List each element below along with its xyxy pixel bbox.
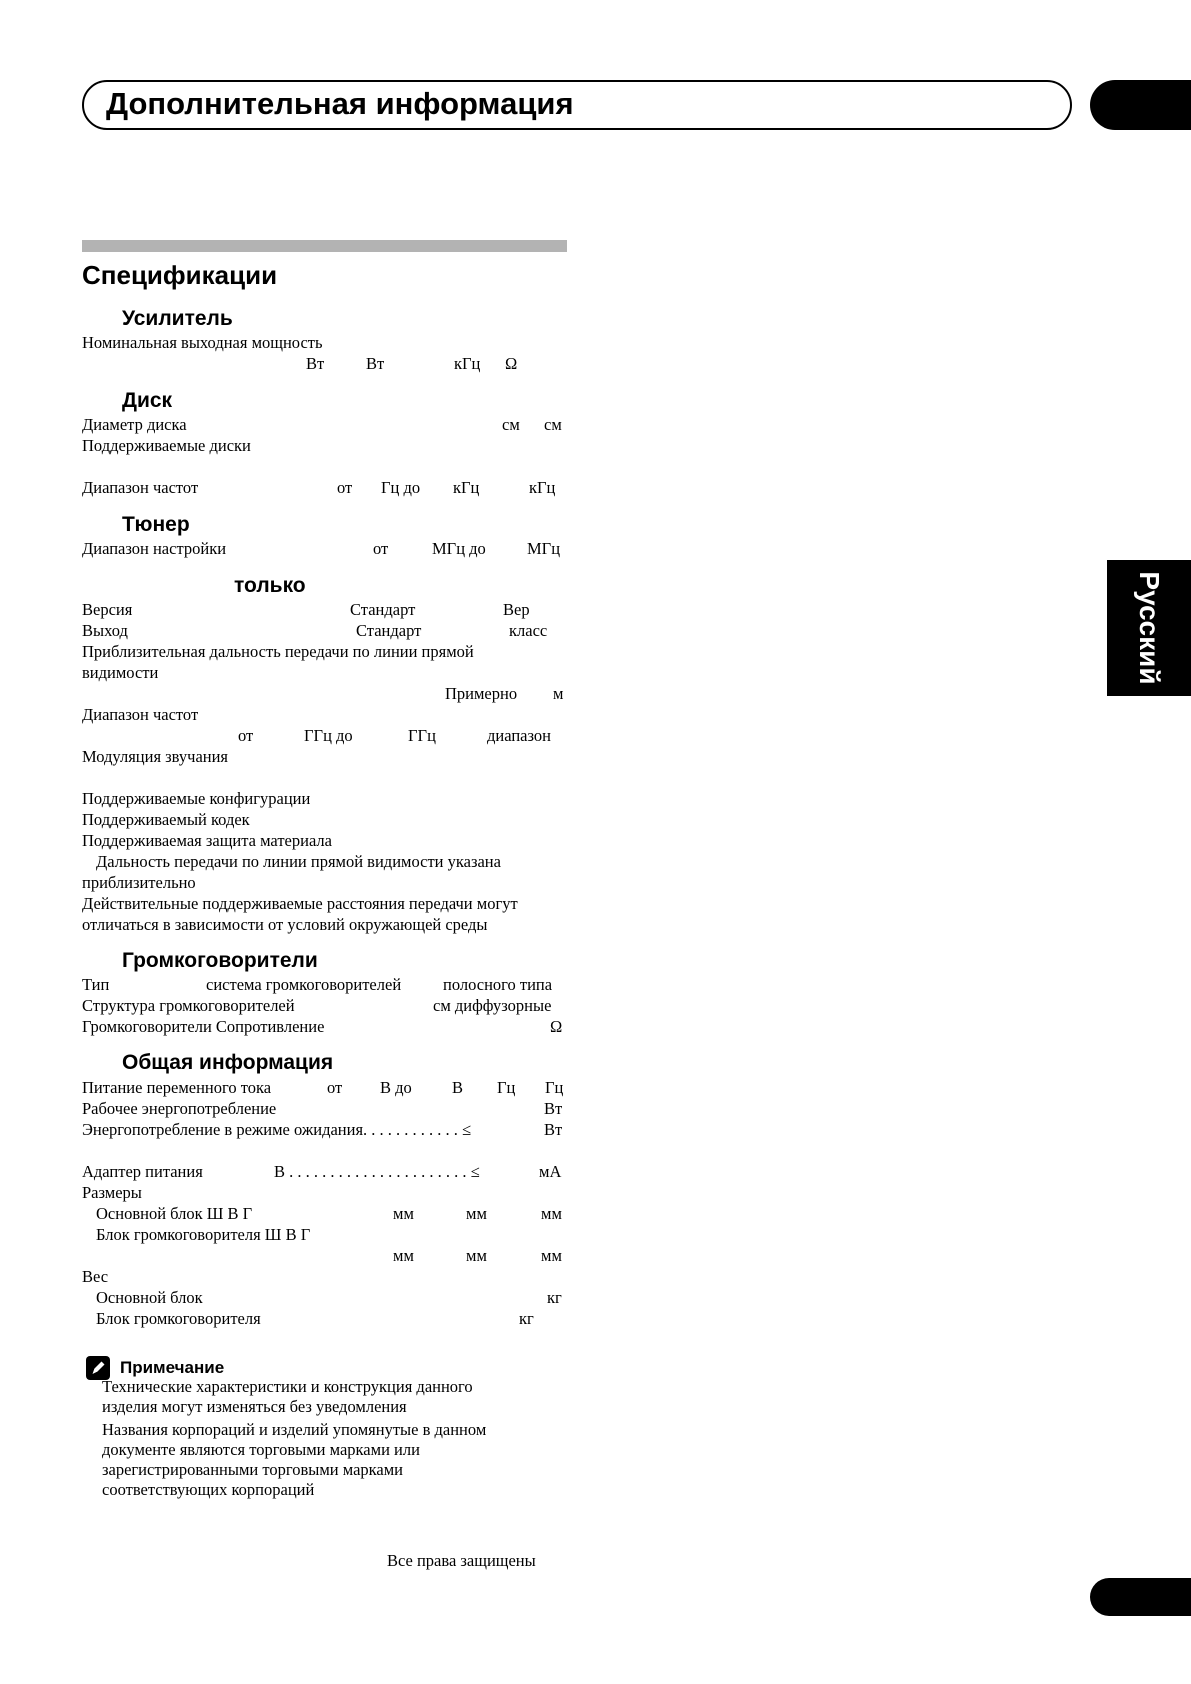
power-unit-hz2: Гц bbox=[545, 1078, 564, 1097]
speaker-type-suffix: полосного типа bbox=[443, 975, 553, 994]
speaker-dim-unit-mm-2: мм bbox=[466, 1246, 487, 1265]
note-line-3: Названия корпораций и изделий упомянутые в данном bbox=[102, 1420, 487, 1439]
wireless-standard-2: Стандарт bbox=[356, 621, 422, 640]
section-title: Спецификации bbox=[82, 260, 278, 290]
wireless-protection-label: Поддерживаемая защита материала bbox=[82, 831, 332, 850]
wireless-version-label: Версия bbox=[82, 600, 133, 619]
wireless-heading: только bbox=[234, 574, 306, 597]
speaker-unit-dimensions: Блок громкоговорителя Ш В Г bbox=[96, 1225, 311, 1244]
main-unit-dimensions: Основной блок Ш В Г bbox=[96, 1204, 253, 1223]
disc-heading: Диск bbox=[122, 389, 173, 412]
main-dim-unit-mm-3: мм bbox=[541, 1204, 562, 1223]
speaker-type-value: система громкоговорителей bbox=[206, 975, 402, 994]
wireless-approx: Примерно bbox=[445, 684, 518, 703]
note-line-4: документе являются торговыми марками или bbox=[102, 1440, 420, 1459]
disc-freq-label: Диапазон частот bbox=[82, 478, 199, 497]
power-v-to: В до bbox=[380, 1078, 412, 1097]
note-line-6: соответствующих корпораций bbox=[102, 1480, 315, 1499]
main-dim-unit-mm-2: мм bbox=[466, 1204, 487, 1223]
wireless-note1-line2: приблизительно bbox=[82, 873, 196, 892]
language-label: Русский bbox=[1134, 571, 1165, 685]
tuner-mhz-to: МГц до bbox=[432, 539, 486, 558]
standby-label: Энергопотребление в режиме ожидания. . . . . . . . . . . . ≤ bbox=[82, 1120, 472, 1139]
adapter-label: Адаптер питания bbox=[82, 1162, 203, 1181]
power-supply-label: Питание переменного тока bbox=[82, 1078, 272, 1097]
tuner-range-label: Диапазон настройки bbox=[82, 539, 227, 558]
disc-supported-label: Поддерживаемые диски bbox=[82, 436, 251, 455]
wireless-range-line1: Приблизительная дальность передачи по линии прямой bbox=[82, 642, 474, 661]
disc-unit-cm1: см bbox=[502, 415, 520, 434]
consumption-label: Рабочее энергопотребление bbox=[82, 1099, 277, 1118]
note-line-1: Технические характеристики и конструкция данного bbox=[102, 1377, 473, 1396]
wireless-output-label: Выход bbox=[82, 621, 128, 640]
wireless-band: диапазон bbox=[487, 726, 551, 745]
speaker-dim-unit-mm-1: мм bbox=[393, 1246, 414, 1265]
main-unit-weight-label: Основной блок bbox=[96, 1288, 203, 1307]
section-divider bbox=[82, 240, 567, 252]
wireless-freq-label: Диапазон частот bbox=[82, 705, 199, 724]
speaker-structure-value: см диффузорные bbox=[433, 996, 552, 1015]
wireless-note2-line1: Действительные поддерживаемые расстояния передачи могут bbox=[82, 894, 518, 913]
wireless-unit-m: м bbox=[553, 684, 564, 703]
amp-unit-ohm: Ω bbox=[505, 354, 518, 373]
wireless-class: класс bbox=[509, 621, 548, 640]
speaker-impedance-label: Громкоговорители Сопротивление bbox=[82, 1017, 325, 1036]
amp-unit-w2: Вт bbox=[366, 354, 385, 373]
note-line-2: изделия могут изменяться без уведомления bbox=[102, 1397, 407, 1416]
speakers-heading: Громкоговорители bbox=[122, 949, 318, 972]
page-title: Дополнительная информация bbox=[106, 86, 574, 121]
wireless-note2-line2: отличаться в зависимости от условий окружающей среды bbox=[82, 915, 488, 934]
speaker-weight-unit-kg: кг bbox=[519, 1309, 534, 1328]
power-unit-v: В bbox=[452, 1078, 464, 1097]
main-weight-unit-kg: кг bbox=[547, 1288, 562, 1307]
disc-unit-cm2: см bbox=[544, 415, 562, 434]
disc-from: от bbox=[337, 478, 353, 497]
speaker-weight-label: Блок громкоговорителя bbox=[96, 1309, 261, 1328]
wireless-from: от bbox=[238, 726, 254, 745]
amp-unit-w1: Вт bbox=[306, 354, 325, 373]
chapter-tab bbox=[1090, 80, 1191, 130]
tuner-heading: Тюнер bbox=[122, 513, 190, 536]
power-unit-hz1: Гц bbox=[497, 1078, 516, 1097]
consumption-unit-w: Вт bbox=[544, 1099, 563, 1118]
wireless-ghz-to: ГГц до bbox=[304, 726, 353, 745]
speaker-dim-unit-mm-3: мм bbox=[541, 1246, 562, 1265]
wireless-range-line2: видимости bbox=[82, 663, 159, 682]
wireless-note1-line1: Дальность передачи по линии прямой видимости указана bbox=[96, 852, 501, 871]
rated-power-label: Номинальная выходная мощность bbox=[82, 333, 323, 352]
wireless-codec-label: Поддерживаемый кодек bbox=[82, 810, 250, 829]
wireless-standard-1: Стандарт bbox=[350, 600, 416, 619]
dimensions-label: Размеры bbox=[82, 1183, 142, 1202]
wireless-unit-ghz: ГГц bbox=[408, 726, 436, 745]
power-from: от bbox=[327, 1078, 343, 1097]
disc-unit-khz1: кГц bbox=[453, 478, 480, 497]
wireless-modulation-label: Модуляция звучания bbox=[82, 747, 229, 766]
adapter-volt-leader: В . . . . . . . . . . . . . . . . . . . . . . ≤ bbox=[274, 1162, 480, 1181]
note-line-5: зарегистрированными торговыми марками bbox=[102, 1460, 404, 1479]
speaker-type-label: Тип bbox=[82, 975, 110, 994]
disc-unit-khz2: кГц bbox=[529, 478, 556, 497]
language-tab bbox=[1107, 560, 1191, 696]
amplifier-heading: Усилитель bbox=[122, 307, 233, 330]
note-title: Примечание bbox=[120, 1358, 225, 1377]
disc-diameter-label: Диаметр диска bbox=[82, 415, 187, 434]
main-dim-unit-mm-1: мм bbox=[393, 1204, 414, 1223]
wireless-profiles-label: Поддерживаемые конфигурации bbox=[82, 789, 311, 808]
amp-unit-khz: кГц bbox=[454, 354, 481, 373]
general-heading: Общая информация bbox=[122, 1051, 334, 1074]
wireless-ver: Вер bbox=[503, 600, 530, 619]
weight-label: Вес bbox=[82, 1267, 109, 1286]
disc-hz-to: Гц до bbox=[381, 478, 421, 497]
speaker-unit-ohm: Ω bbox=[550, 1017, 563, 1036]
standby-unit-w: Вт bbox=[544, 1120, 563, 1139]
speaker-structure-label: Структура громкоговорителей bbox=[82, 996, 295, 1015]
tuner-unit-mhz: МГц bbox=[527, 539, 561, 558]
tuner-from: от bbox=[373, 539, 389, 558]
adapter-unit-ma: мА bbox=[539, 1162, 562, 1181]
page-number-tab bbox=[1090, 1578, 1191, 1616]
footer-rights: Все права защищены bbox=[387, 1551, 536, 1570]
